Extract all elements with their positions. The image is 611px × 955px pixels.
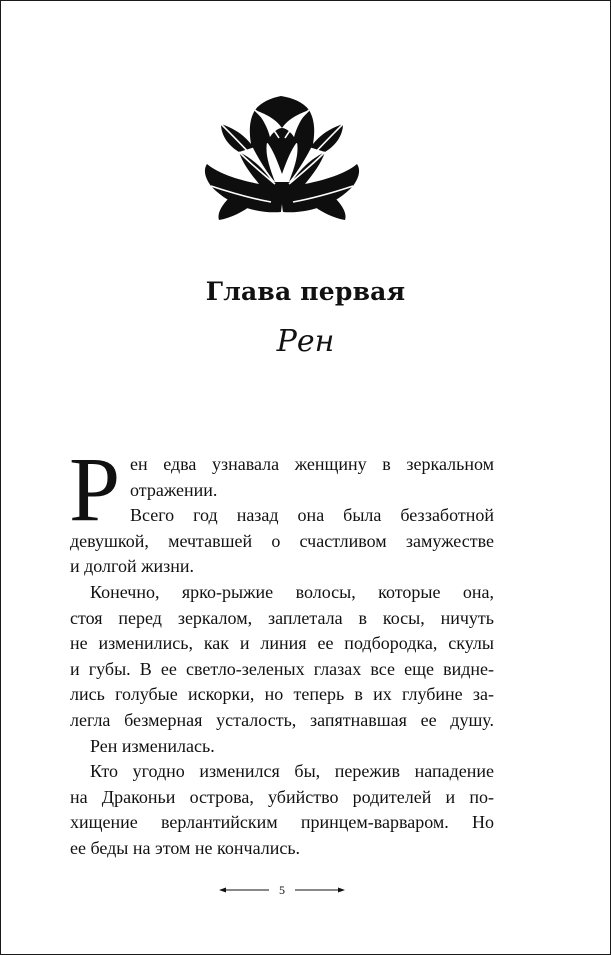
text-line: легла безмерная усталость, запятнавшая ее душу. bbox=[70, 709, 494, 730]
chapter-subtitle: Рен bbox=[276, 324, 335, 359]
text-line: и губы. В ее светло-зеленых глазах все еще видне- bbox=[70, 658, 494, 679]
peony-flower-icon bbox=[199, 94, 364, 224]
text-line: на Драконьи острова, убийство родителей и по- bbox=[70, 786, 494, 807]
text-line: стоя перед зеркалом, заплетала в косы, ничуть bbox=[70, 607, 494, 628]
text-line: Всего год назад она была беззаботной bbox=[130, 505, 494, 526]
text-line: девушкой, мечтавшей о счастливом замужестве bbox=[70, 530, 494, 551]
text-line: отражении. bbox=[130, 479, 218, 500]
text-line: Конечно, ярко-рыжие волосы, которые она, bbox=[90, 581, 494, 602]
text-line: ен едва узнавала женщину в зеркальном bbox=[130, 454, 494, 474]
text-line: ее беды на этом не кончались. bbox=[70, 837, 301, 858]
chapter-title: Глава первая bbox=[205, 277, 406, 306]
text-line: Кто угодно изменился бы, пережив нападение bbox=[90, 761, 494, 782]
text-line: хищение верлантийским принцем-варваром. Но bbox=[70, 812, 494, 833]
text-line: и долгой жизни. bbox=[70, 556, 195, 577]
drop-cap: Р bbox=[69, 438, 121, 540]
page-number: 5 bbox=[279, 883, 285, 897]
text-line: Рен изменилась. bbox=[90, 735, 215, 756]
page-footer bbox=[219, 882, 345, 898]
chapter-body bbox=[70, 452, 494, 862]
text-line: лись голубые искорки, но теперь в их глубине за- bbox=[70, 684, 494, 705]
text-line: не изменились, как и линия ее подбородка, скулы bbox=[70, 633, 494, 654]
